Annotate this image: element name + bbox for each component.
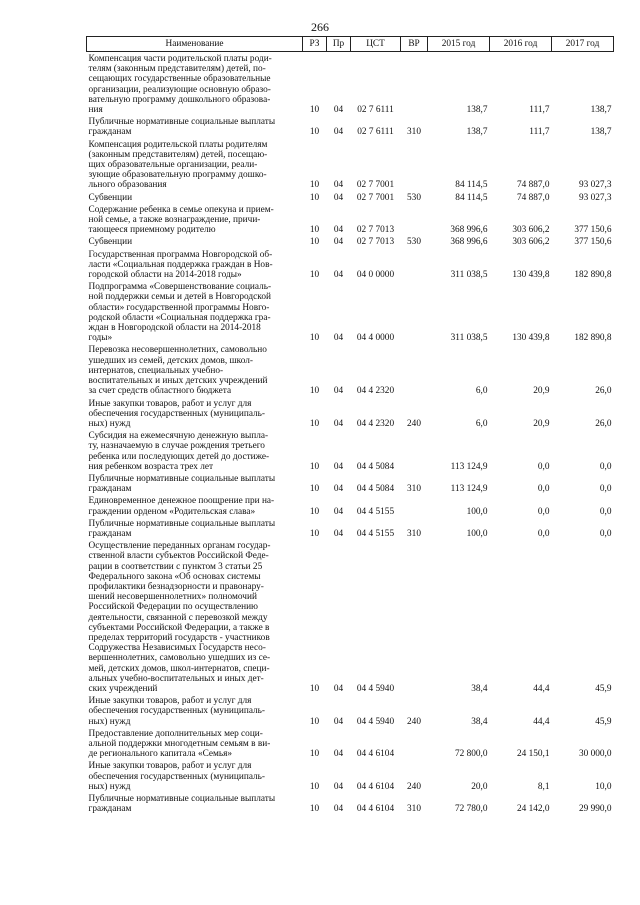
- cell-name: Субвенции: [88, 192, 133, 203]
- cell-2017: 93 027,3: [578, 180, 612, 191]
- cell-name: Подпрограмма «Совершенствование социаль- ной поддержки семьи и детей в Новгородской области» государственной программы Новго- родской области «Социальная поддержка гра- ждан в Новгородской области на 2014-2018 годы»: [88, 282, 272, 344]
- cell-2017: 138,7: [590, 105, 612, 116]
- cell-name: Компенсация части родительской платы роди- телям (законным представителям) детей, по- сещающих государственные образовательные организации, реализующие основную образо- вательную программу дошкольного образова- ния: [88, 54, 272, 116]
- cell-cst: 04 4 6104: [356, 804, 395, 815]
- column-header-cst: ЦСТ: [351, 37, 401, 52]
- table-row: [87, 248, 614, 281]
- cell-name: Публичные нормативные социальные выплаты гражданам: [88, 518, 276, 539]
- cell-2017: 182 890,8: [574, 333, 612, 344]
- cell-name: Публичные нормативные социальные выплаты гражданам: [88, 117, 276, 138]
- cell-2015: 38,4: [471, 683, 488, 694]
- table-row: [87, 472, 614, 494]
- cell-pr: 04: [333, 716, 344, 727]
- cell-pr: 04: [333, 749, 344, 760]
- cell-2016: 8,1: [537, 781, 550, 792]
- cell-name: Компенсация родительской платы родителям (законным представителям) детей, посещаю- щих образовательные организации, реали- зующие образовательную программу дошко- льного образования: [88, 139, 268, 191]
- cell-2017: 45,9: [595, 716, 612, 727]
- cell-vr: [401, 539, 428, 694]
- cell-rz: 10: [309, 270, 320, 281]
- table-row: [87, 539, 614, 694]
- cell-rz: 10: [309, 804, 320, 815]
- cell-cst: 04 4 2320: [356, 418, 395, 429]
- cell-2017: 377 150,6: [574, 225, 612, 236]
- cell-name: Осуществление переданных органам государ- ственной власти субъектов Российской Феде- рации в соответствии с пунктом 3 статьи 25 Федерального закона «Об основах системы профилактики безнадзорности и правонару- шений несовершеннолетних» полномочий Российской Федерации по осуществлению деятельности, связанной с перевозкой между субъектами Российской Федерации, а также в пределах территорий государств - участников Содружества Независимых Государств несо- вершеннолетних, самовольно ушедших из се- мей, детских домов, школ-интернатов, специ- альных учебно-воспитательных и иных дет- ских учреждений: [88, 541, 271, 694]
- cell-cst: 04 0 0000: [356, 270, 395, 281]
- cell-2015: 100,0: [466, 528, 488, 539]
- cell-pr: 04: [333, 461, 344, 472]
- table-row: [87, 727, 614, 760]
- cell-2017: 30 000,0: [578, 749, 612, 760]
- cell-2015: 138,7: [466, 127, 488, 138]
- header-row: [87, 37, 614, 52]
- cell-2016: 130 439,8: [512, 333, 550, 344]
- cell-name: Субсидия на ежемесячную денежную выпла- ту, назначаемую в случае рождения третьего ребенка или последующих детей до достиже- ния ребенком возраста трех лет: [88, 431, 270, 472]
- cell-cst: 04 4 5084: [356, 484, 395, 495]
- cell-2017: 0,0: [599, 506, 612, 517]
- cell-vr: 530: [407, 237, 421, 248]
- cell-2017: 10,0: [595, 781, 612, 792]
- cell-2017: 26,0: [595, 418, 612, 429]
- table-row: [87, 429, 614, 472]
- cell-vr: 310: [407, 528, 421, 539]
- column-header-vr: ВР: [401, 37, 428, 52]
- cell-2017: 138,7: [590, 127, 612, 138]
- cell-rz: 10: [309, 749, 320, 760]
- table-body: [87, 52, 614, 815]
- cell-rz: 10: [309, 105, 320, 116]
- cell-pr: 04: [333, 237, 344, 248]
- table-row: [87, 191, 614, 203]
- cell-name: Предоставление дополнительных мер соци- альной поддержки многодетным семьям в ви- де регионального капитала «Семья»: [88, 728, 271, 760]
- cell-name: Публичные нормативные социальные выплаты гражданам: [88, 794, 276, 815]
- column-header-name: Наименование: [87, 37, 303, 52]
- cell-cst: 04 4 6104: [356, 781, 395, 792]
- cell-2016: 74 887,0: [516, 180, 550, 191]
- cell-2015: 311 038,5: [450, 270, 488, 281]
- cell-2015: 368 996,6: [450, 237, 488, 248]
- cell-pr: 04: [333, 683, 344, 694]
- cell-cst: 02 7 6111: [357, 127, 394, 138]
- cell-cst: 02 7 7001: [356, 180, 395, 191]
- cell-rz: 10: [309, 418, 320, 429]
- cell-cst: 02 7 6111: [357, 105, 394, 116]
- cell-pr: 04: [333, 333, 344, 344]
- cell-pr: 04: [333, 386, 344, 397]
- table-row: [87, 280, 614, 343]
- cell-2017: 0,0: [599, 484, 612, 495]
- cell-2017: 26,0: [595, 386, 612, 397]
- cell-rz: 10: [309, 716, 320, 727]
- cell-vr: [401, 429, 428, 472]
- cell-pr: 04: [333, 804, 344, 815]
- column-header-pr: Пр: [327, 37, 351, 52]
- cell-vr: 310: [407, 804, 421, 815]
- cell-vr: 240: [407, 781, 421, 792]
- cell-pr: 04: [333, 127, 344, 138]
- cell-cst: 04 4 5084: [356, 461, 395, 472]
- column-header-2016: 2016 год: [490, 37, 552, 52]
- table-row: [87, 759, 614, 792]
- cell-pr: 04: [333, 506, 344, 517]
- cell-rz: 10: [309, 461, 320, 472]
- cell-pr: 04: [333, 225, 344, 236]
- cell-2015: 84 114,5: [455, 180, 488, 191]
- cell-cst: 04 4 5940: [356, 683, 395, 694]
- cell-2015: 113 124,9: [450, 484, 488, 495]
- cell-vr: [401, 138, 428, 191]
- cell-2016: 0,0: [537, 506, 550, 517]
- cell-vr: [401, 280, 428, 343]
- cell-2015: 72 800,0: [454, 749, 488, 760]
- table-row: [87, 517, 614, 539]
- cell-2015: 38,4: [471, 716, 488, 727]
- cell-vr: [401, 52, 428, 116]
- cell-vr: 530: [407, 192, 421, 203]
- cell-vr: 240: [407, 716, 421, 727]
- cell-pr: 04: [333, 528, 344, 539]
- cell-2016: 0,0: [537, 461, 550, 472]
- table-row: [87, 235, 614, 247]
- table-row: [87, 397, 614, 430]
- cell-2017: 45,9: [595, 683, 612, 694]
- cell-2016: 24 142,0: [516, 804, 550, 815]
- cell-rz: 10: [309, 781, 320, 792]
- cell-rz: 10: [309, 225, 320, 236]
- cell-name: Государственная программа Новгородской об- ласти «Социальная поддержка граждан в Нов- городской области на 2014-2018 годы»: [88, 249, 273, 281]
- cell-vr: 240: [407, 418, 421, 429]
- cell-pr: 04: [333, 270, 344, 281]
- cell-vr: [401, 494, 428, 516]
- cell-2016: 44,4: [533, 716, 550, 727]
- cell-vr: [401, 343, 428, 396]
- budget-table: [86, 36, 614, 814]
- cell-pr: 04: [333, 484, 344, 495]
- cell-name: Иные закупки товаров, работ и услуг для обеспечения государственных (муниципаль- ных) нужд: [88, 398, 266, 429]
- cell-rz: 10: [309, 237, 320, 248]
- cell-2016: 111,7: [529, 127, 550, 138]
- table-row: [87, 138, 614, 191]
- cell-2016: 303 606,2: [512, 237, 550, 248]
- cell-cst: 04 4 5155: [356, 528, 395, 539]
- table-row: [87, 115, 614, 137]
- cell-2015: 72 780,0: [454, 804, 488, 815]
- cell-cst: 04 4 0000: [356, 333, 395, 344]
- cell-rz: 10: [309, 127, 320, 138]
- page-number: 266: [311, 20, 329, 34]
- table-row: [87, 52, 614, 116]
- cell-rz: 10: [309, 506, 320, 517]
- cell-2015: 138,7: [466, 105, 488, 116]
- cell-rz: 10: [309, 192, 320, 203]
- cell-cst: 04 4 5155: [356, 506, 395, 517]
- cell-cst: 02 7 7001: [356, 192, 395, 203]
- cell-vr: 310: [407, 127, 421, 138]
- table-row: [87, 792, 614, 814]
- cell-rz: 10: [309, 528, 320, 539]
- cell-vr: [401, 248, 428, 281]
- cell-2016: 44,4: [533, 683, 550, 694]
- cell-2016: 24 150,1: [516, 749, 550, 760]
- cell-2015: 6,0: [475, 386, 488, 397]
- cell-2015: 6,0: [475, 418, 488, 429]
- cell-pr: 04: [333, 781, 344, 792]
- cell-pr: 04: [333, 192, 344, 203]
- table-row: [87, 343, 614, 396]
- cell-2016: 0,0: [537, 484, 550, 495]
- cell-rz: 10: [309, 333, 320, 344]
- cell-name: Единовременное денежное поощрение при на- граждении орденом «Родительская слава»: [88, 496, 275, 517]
- cell-rz: 10: [309, 484, 320, 495]
- cell-cst: 02 7 7013: [356, 225, 395, 236]
- cell-2016: 0,0: [537, 528, 550, 539]
- cell-cst: 04 4 2320: [356, 386, 395, 397]
- cell-vr: 310: [407, 484, 421, 495]
- cell-name: Содержание ребенка в семье опекуна и прием- ной семье, а также вознаграждение, причи- тающееся приемному родителю: [88, 204, 274, 236]
- cell-2016: 20,9: [533, 386, 550, 397]
- cell-vr: [401, 203, 428, 236]
- cell-2017: 0,0: [599, 528, 612, 539]
- cell-name: Иные закупки товаров, работ и услуг для обеспечения государственных (муниципаль- ных) нужд: [88, 696, 266, 727]
- table-row: [87, 694, 614, 727]
- cell-rz: 10: [309, 386, 320, 397]
- table-row: [87, 494, 614, 516]
- cell-2015: 311 038,5: [450, 333, 488, 344]
- cell-2015: 100,0: [466, 506, 488, 517]
- cell-2015: 368 996,6: [450, 225, 488, 236]
- cell-pr: 04: [333, 418, 344, 429]
- cell-2016: 74 887,0: [516, 192, 550, 203]
- column-header-2015: 2015 год: [428, 37, 490, 52]
- cell-name: Публичные нормативные социальные выплаты гражданам: [88, 473, 276, 495]
- cell-2015: 113 124,9: [450, 461, 488, 472]
- cell-cst: 04 4 6104: [356, 749, 395, 760]
- cell-2015: 84 114,5: [455, 192, 488, 203]
- cell-pr: 04: [333, 180, 344, 191]
- cell-2016: 111,7: [529, 105, 550, 116]
- cell-pr: 04: [333, 105, 344, 116]
- cell-2017: 0,0: [599, 461, 612, 472]
- column-header-2017: 2017 год: [552, 37, 614, 52]
- cell-2017: 93 027,3: [578, 192, 612, 203]
- cell-rz: 10: [309, 683, 320, 694]
- column-header-rz: РЗ: [303, 37, 327, 52]
- cell-2017: 29 990,0: [578, 804, 612, 815]
- cell-2017: 377 150,6: [574, 237, 612, 248]
- cell-2015: 20,0: [471, 781, 488, 792]
- table-row: [87, 203, 614, 236]
- cell-vr: [401, 727, 428, 760]
- cell-2016: 20,9: [533, 418, 550, 429]
- cell-name: Субвенции: [88, 237, 133, 248]
- cell-2016: 303 606,2: [512, 225, 550, 236]
- cell-cst: 02 7 7013: [356, 237, 395, 248]
- cell-cst: 04 4 5940: [356, 716, 395, 727]
- cell-2017: 182 890,8: [574, 270, 612, 281]
- cell-rz: 10: [309, 180, 320, 191]
- cell-name: Иные закупки товаров, работ и услуг для обеспечения государственных (муниципаль- ных) нужд: [88, 761, 266, 792]
- cell-name: Перевозка несовершеннолетних, самовольно ушедших из семей, детских домов, школ- интернатов, специальных учебно- воспитательных и иных детских учреждений за счет средств областного бюджета: [88, 345, 268, 397]
- cell-2016: 130 439,8: [512, 270, 550, 281]
